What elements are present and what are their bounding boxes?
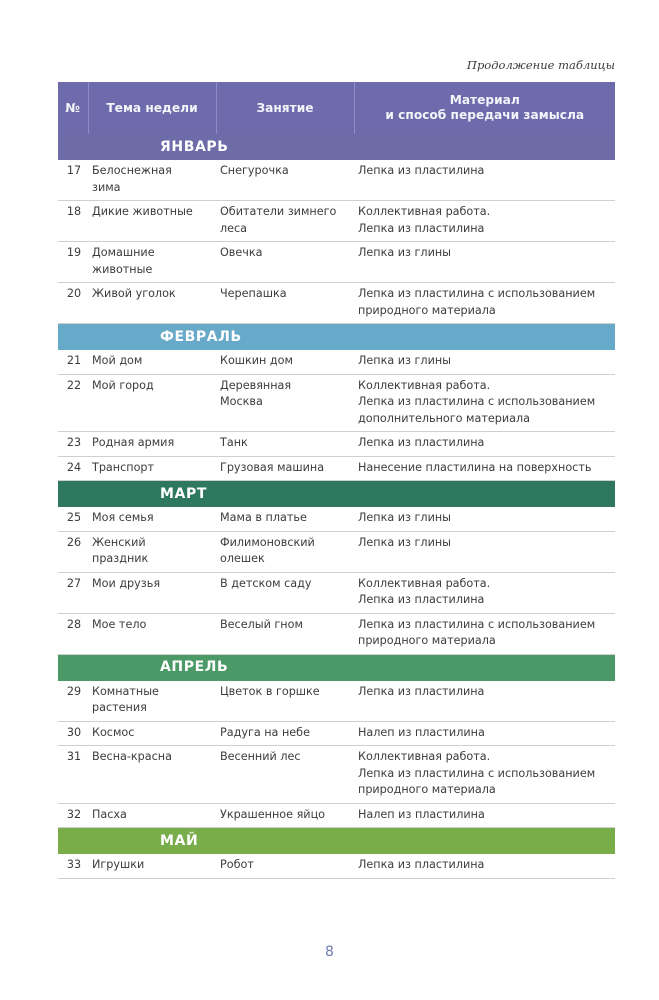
lesson-number: 24 [58,456,88,481]
material-method-line: Лепка из глины [358,354,452,367]
lesson-title-line: Танк [220,436,248,449]
week-theme-cell [88,350,216,374]
material-method-line: природного материала [358,303,496,317]
month-header-apr [58,654,615,681]
lesson-number: 18 [58,201,88,242]
month-header-cell [58,654,615,681]
material-method-cell [354,681,615,722]
month-header-cell [58,828,615,855]
lesson-title-line: Мама в платье [220,511,307,524]
material-method-line: Лепка из глины [358,511,452,524]
material-method-cell [354,242,615,283]
week-theme-line: Родная армия [92,436,175,449]
material-method-cell [354,201,615,242]
month-header-cell [58,134,615,160]
table-row [58,283,615,324]
lesson-number: 23 [58,432,88,457]
material-method-line: Лепка из пластилина с использованием [358,395,596,408]
lesson-number: 21 [58,350,88,374]
week-theme-line: Моя семья [92,511,154,524]
month-header-cell [58,324,615,351]
table-row [58,242,615,283]
week-theme-cell [88,456,216,481]
header-number: № [58,82,88,134]
lesson-title-line: Снегурочка [220,164,289,177]
week-theme-line: растения [92,701,147,714]
lesson-title-cell [216,160,354,201]
header-lesson: Занятие [216,82,354,134]
week-theme-line: Мое тело [92,617,147,631]
table-row [58,721,615,746]
lesson-title-line: Весенний лес [220,750,301,763]
lesson-number: 17 [58,160,88,201]
lesson-title-line: Черепашка [220,287,287,300]
lesson-title-cell [216,721,354,746]
week-theme-cell [88,854,216,878]
week-theme-cell [88,803,216,828]
week-theme-line: Мой дом [92,354,143,367]
week-theme-cell [88,242,216,283]
material-method-line: Лепка из пластилина [358,164,485,177]
week-theme-line: Белоснежная [92,164,172,177]
month-header-may [58,828,615,855]
week-theme-cell [88,531,216,572]
lesson-title-line: Москва [220,395,263,408]
week-theme-cell [88,613,216,654]
month-name: МАЙ [160,832,199,849]
table-row [58,613,615,654]
week-theme-cell [88,681,216,722]
week-theme-line: Транспорт [92,460,155,474]
week-theme-line: Мои друзья [92,576,161,590]
month-header-feb [58,324,615,351]
material-method-line: Лепка из пластилина [358,221,485,235]
lesson-number: 26 [58,531,88,572]
month-name: ФЕВРАЛЬ [160,328,242,345]
lesson-title-line: Деревянная [220,378,292,392]
material-method-line: Нанесение пластилина на поверхность [358,460,592,474]
lesson-title-cell [216,374,354,432]
week-theme-line: Весна-красна [92,750,172,763]
lesson-title-line: олешек [220,552,265,565]
material-method-line: Коллективная работа. [358,750,491,763]
material-method-line: Лепка из пластилина с использованием [358,287,596,300]
week-theme-line: Игрушки [92,858,145,871]
material-method-cell [354,572,615,613]
lesson-number: 33 [58,854,88,878]
lesson-title-line: Радуга на небе [220,725,310,739]
table-row [58,456,615,481]
lesson-title-line: Украшенное яйцо [220,807,326,821]
material-method-cell [354,507,615,531]
week-theme-line: праздник [92,552,149,565]
lesson-title-cell [216,531,354,572]
table-row [58,201,615,242]
week-theme-cell [88,160,216,201]
page-number: 8 [325,944,334,960]
lesson-number: 27 [58,572,88,613]
table-body [58,134,615,878]
lesson-title-cell [216,456,354,481]
week-theme-cell [88,374,216,432]
lesson-title-line: леса [220,221,248,235]
month-header-mar [58,481,615,508]
lesson-title-cell [216,854,354,878]
material-method-line: Коллективная работа. [358,378,491,392]
table-row [58,374,615,432]
table-row [58,746,615,804]
material-method-line: природного материала [358,634,496,647]
week-theme-line: Дикие животные [92,205,193,218]
lesson-title-cell [216,201,354,242]
month-name: ЯНВАРЬ [160,138,229,155]
lesson-number: 20 [58,283,88,324]
continuation-label: Продолжение таблицы [466,58,615,72]
table-row [58,681,615,722]
header-material-line: Материал [449,93,520,107]
lesson-title-cell [216,803,354,828]
material-method-cell [354,613,615,654]
material-method-line: Налеп из пластилина [358,725,485,739]
table-row [58,854,615,878]
material-method-cell [354,432,615,457]
week-theme-line: Космос [92,725,135,739]
header-theme: Тема недели [88,82,216,134]
lesson-title-line: Грузовая машина [220,460,325,474]
lesson-title-cell [216,432,354,457]
month-name: АПРЕЛЬ [160,659,229,676]
lesson-number: 28 [58,613,88,654]
week-theme-cell [88,283,216,324]
lesson-title-cell [216,572,354,613]
material-method-line: Налеп из пластилина [358,807,485,821]
week-theme-line: Мой город [92,378,154,392]
week-theme-cell [88,572,216,613]
lesson-title-cell [216,283,354,324]
table-row [58,531,615,572]
table-row [58,160,615,201]
material-method-line: природного материала [358,783,496,796]
week-theme-line: Женский [92,535,146,549]
lesson-title-cell [216,746,354,804]
lesson-number: 32 [58,803,88,828]
lesson-title-line: Овечка [220,246,263,259]
material-method-line: Лепка из пластилина [358,684,485,698]
header-material [354,82,615,134]
material-method-cell [354,721,615,746]
lesson-number: 22 [58,374,88,432]
lesson-number: 25 [58,507,88,531]
lesson-title-cell [216,350,354,374]
material-method-cell [354,160,615,201]
material-method-cell [354,854,615,878]
material-method-line: Лепка из пластилина с использованием [358,617,596,631]
material-method-cell [354,531,615,572]
material-method-cell [354,746,615,804]
lesson-title-line: Робот [220,858,254,871]
material-method-cell [354,283,615,324]
table-header [58,82,615,134]
lesson-title-line: Веселый гном [220,617,303,631]
week-theme-line: Домашние [92,246,155,259]
week-theme-line: Пасха [92,807,127,821]
week-theme-line: животные [92,262,153,276]
material-method-cell [354,350,615,374]
lesson-title-line: Цветок в горшке [220,684,320,698]
material-method-line: Лепка из пластилина [358,858,485,871]
table-row [58,572,615,613]
material-method-line: Лепка из пластилина с использованием [358,766,596,780]
table-row [58,507,615,531]
lesson-title-cell [216,242,354,283]
lesson-title-line: Филимоновский [220,535,315,549]
week-theme-cell [88,507,216,531]
month-name: МАРТ [160,485,207,502]
week-theme-cell [88,746,216,804]
week-theme-cell [88,201,216,242]
week-theme-line: Комнатные [92,684,159,698]
week-theme-line: зима [92,180,121,194]
lesson-title-line: Кошкин дом [220,354,293,367]
material-method-cell [354,456,615,481]
table-row [58,803,615,828]
material-method-cell [354,374,615,432]
header-material-line: и способ передачи замысла [385,108,585,122]
lesson-number: 19 [58,242,88,283]
week-theme-line: Живой уголок [92,287,176,300]
table-row [58,350,615,374]
week-theme-cell [88,721,216,746]
week-theme-cell [88,432,216,457]
material-method-line: Лепка из пластилина [358,593,485,606]
material-method-line: Лепка из глины [358,535,452,549]
table-row [58,432,615,457]
lesson-title-cell [216,613,354,654]
lesson-title-cell [216,681,354,722]
month-header-jan [58,134,615,160]
lesson-number: 29 [58,681,88,722]
lesson-plan-table [58,82,615,879]
material-method-line: Лепка из глины [358,246,452,259]
material-method-line: Коллективная работа. [358,205,491,218]
lesson-title-line: В детском саду [220,576,312,590]
lesson-number: 31 [58,746,88,804]
material-method-cell [354,803,615,828]
lesson-title-line: Обитатели зимнего [220,205,337,218]
material-method-line: Коллективная работа. [358,576,491,590]
material-method-line: Лепка из пластилина [358,436,485,449]
material-method-line: дополнительного материала [358,411,530,425]
lesson-number: 30 [58,721,88,746]
lesson-title-cell [216,507,354,531]
month-header-cell [58,481,615,508]
